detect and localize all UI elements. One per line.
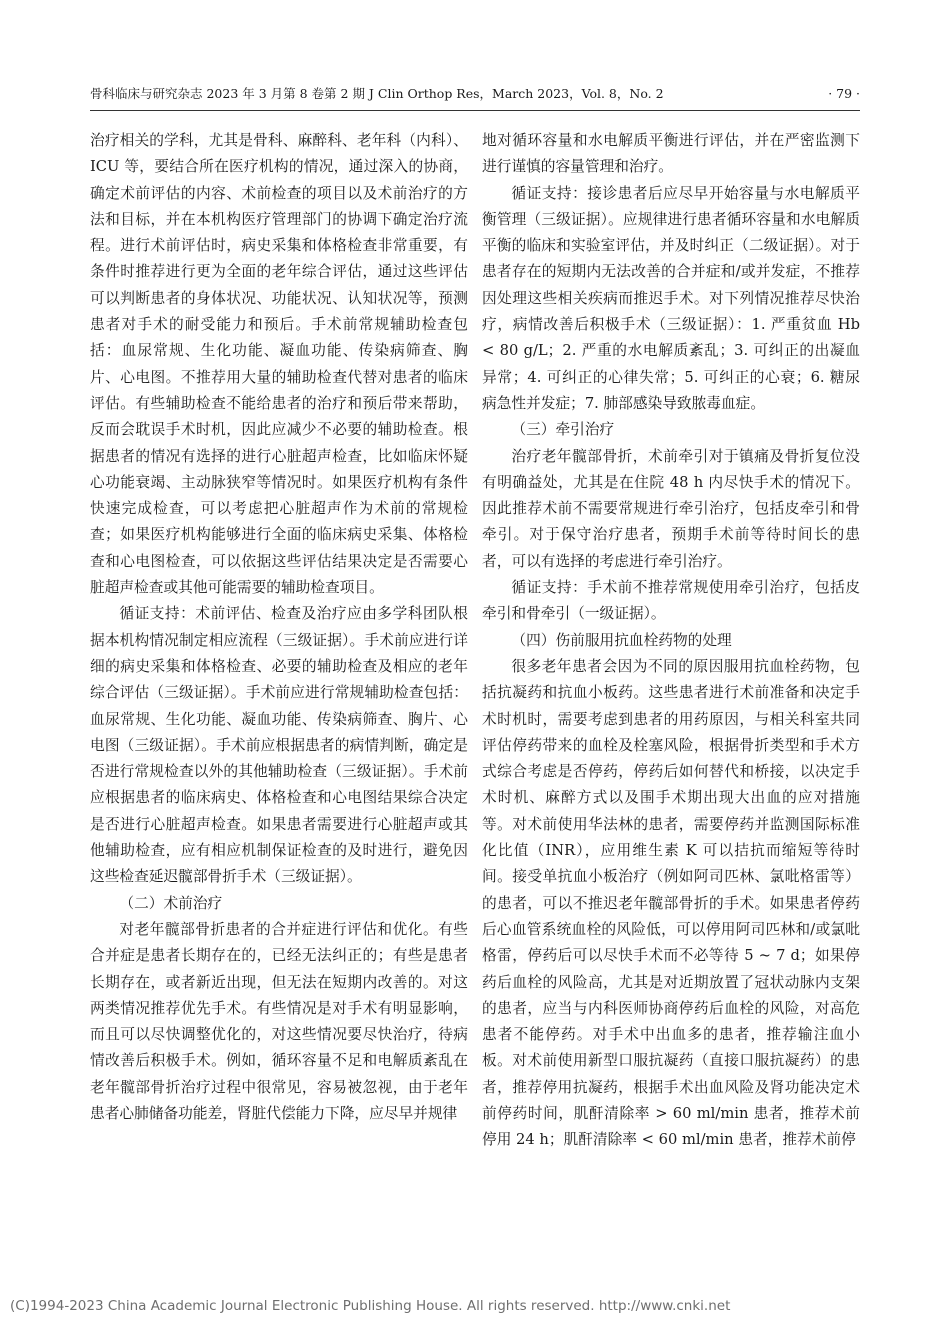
paragraph: 治疗老年髋部骨折，术前牵引对于镇痛及骨折复位没有明确益处，尤其是在住院 48 h 内尽快手术的情况下。因此推荐术前不需要常规进行牵引治疗，包括皮牵引和骨牵引。对于保守治疗患者，预期手术前等待时间长的患者，可以有选择的考虑进行牵引治疗。	[482, 447, 860, 570]
running-header	[90, 84, 860, 108]
copyright-footer: (C)1994-2023 China Academic Journal Electronic Publishing House. All rights reserved. http://www.cnki.net	[10, 1298, 731, 1314]
section-heading-preop-treatment: （二）术前治疗	[119, 894, 223, 912]
paragraph-continued: 地对循环容量和水电解质平衡进行评估，并在严密监测下进行谨慎的容量管理和治疗。	[482, 132, 860, 176]
section-heading-traction: （三）牵引治疗	[511, 421, 615, 439]
paragraph: 对老年髋部骨折患者的合并症进行评估和优化。有些合并症是患者长期存在的，已经无法纠正的；有些是患者长期存在，或者新近出现，但无法在短期内改善的。对这两类情况推荐优先手术。有些情况是对手术有明显影响，而且可以尽快调整优化的，对这些情况要尽快治疗，待病情改善后积极手术。例如，循环容量不足和电解质紊乱在老年髋部骨折治疗过程中很常见，容易被忽视，由于老年患者心肺储备功能差，肾脏代偿能力下降，应尽早并规律	[90, 920, 468, 1122]
evidence-paragraph: 循证支持：术前评估、检查及治疗应由多学科团队根据本机构情况制定相应流程（三级证据）。手术前应进行详细的病史采集和体格检查、必要的辅助检查及相应的老年综合评估（三级证据）。手术前应进行常规辅助检查包括：血尿常规、生化功能、凝血功能、传染病筛查、胸片、心电图（三级证据）。手术前应根据患者的病情判断，确定是否进行常规检查以外的其他辅助检查（三级证据）。手术前应根据患者的临床病史、体格检查和心电图结果综合决定是否进行心脏超声检查。如果患者需要进行心脏超声或其他辅助检查，应有相应机制保证检查的及时进行，避免因这些检查延迟髋部骨折手术（三级证据）。	[90, 605, 468, 886]
evidence-paragraph: 循证支持：接诊患者后应尽早开始容量与水电解质平衡管理（三级证据）。应规律进行患者循环容量和水电解质平衡的临床和实验室评估，并及时纠正（二级证据）。对于患者存在的短期内无法改善的合并症和/或并发症，不推荐因处理这些相关疾病而推迟手术。对下列情况推荐尽快治疗，病情改善后积极手术（三级证据）：1. 严重贫血 Hb < 80 g/L；2. 严重的水电解质紊乱；3. 可纠正的出凝血异常；4. 可纠正的心律失常；5. 可纠正的心衰；6. 糖尿病急性并发症；7. 肺部感染导致脓毒血症。	[482, 184, 860, 412]
right-column	[482, 128, 860, 1240]
header-rule	[90, 110, 860, 111]
journal-citation: 骨科临床与研究杂志 2023 年 3 月第 8 卷第 2 期 J Clin Orthop Res，March 2023，Vol. 8，No. 2	[90, 86, 664, 101]
page-number: · 79 ·	[828, 86, 860, 101]
left-column	[90, 128, 468, 1240]
evidence-paragraph: 循证支持：手术前不推荐常规使用牵引治疗，包括皮牵引和骨牵引（一级证据）。	[482, 579, 860, 623]
paragraph: 很多老年患者会因为不同的原因服用抗血栓药物，包括抗凝药和抗血小板药。这些患者进行术前准备和决定手术时机时，需要考虑到患者的用药原因，与相关科室共同评估停药带来的血栓及栓塞风险，根据骨折类型和手术方式综合考虑是否停药，停药后如何替代和桥接，以决定手术时机、麻醉方式以及围手术期出现大出血的应对措施等。对术前使用华法林的患者，需要停药并监测国际标准化比值（INR），应用维生素 K 可以拮抗而缩短等待时间。接受单抗血小板治疗（例如阿司匹林、氯吡格雷等）的患者，可以不推迟老年髋部骨折的手术。如果患者停药后心血管系统血栓的风险低，可以停用阿司匹林和/或氯吡格雷，停药后可以尽快手术而不必等待 5 ~ 7 d；如果停药后血栓的风险高，尤其是对近期放置了冠状动脉内支架的患者，应当与内科医师协商停药后血栓的风险，对高危患者不能停药。对手术中出血多的患者，推荐输注血小板。对术前使用新型口服抗凝药（直接口服抗凝药）的患者，推荐停用抗凝药，根据手术出血风险及肾功能决定术前停药时间，肌酐清除率 > 60 ml/min 患者，推荐术前停用 24 h；肌酐清除率 < 60 ml/min 患者，推荐术前停	[482, 657, 860, 1149]
section-heading-antithrombotic: （四）伤前服用抗血栓药物的处理	[511, 631, 732, 649]
paragraph-continued: 治疗相关的学科，尤其是骨科、麻醉科、老年科（内科）、ICU 等，要结合所在医疗机构的情况，通过深入的协商，确定术前评估的内容、术前检查的项目以及术前治疗的方法和目标，并在本机构医疗管理部门的协调下确定治疗流程。进行术前评估时，病史采集和体格检查非常重要，有条件时推荐进行更为全面的老年综合评估，通过这些评估可以判断患者的身体状况、功能状况、认知状况等，预测患者对手术的耐受能力和预后。手术前常规辅助检查包括：血尿常规、生化功能、凝血功能、传染病筛查、胸片、心电图。不推荐用大量的辅助检查代替对患者的临床评估。有些辅助检查不能给患者的治疗和预后带来帮助，反而会耽误手术时机，因此应减少不必要的辅助检查。根据患者的情况有选择的进行心脏超声检查，比如临床怀疑心功能衰竭、主动脉狭窄等情况时。如果医疗机构有条件快速完成检查，可以考虑把心脏超声作为术前的常规检查；如果医疗机构能够进行全面的临床病史采集、体格检查和心电图检查，可以依据这些评估结果决定是否需要心脏超声检查或其他可能需要的辅助检查项目。	[90, 132, 468, 597]
